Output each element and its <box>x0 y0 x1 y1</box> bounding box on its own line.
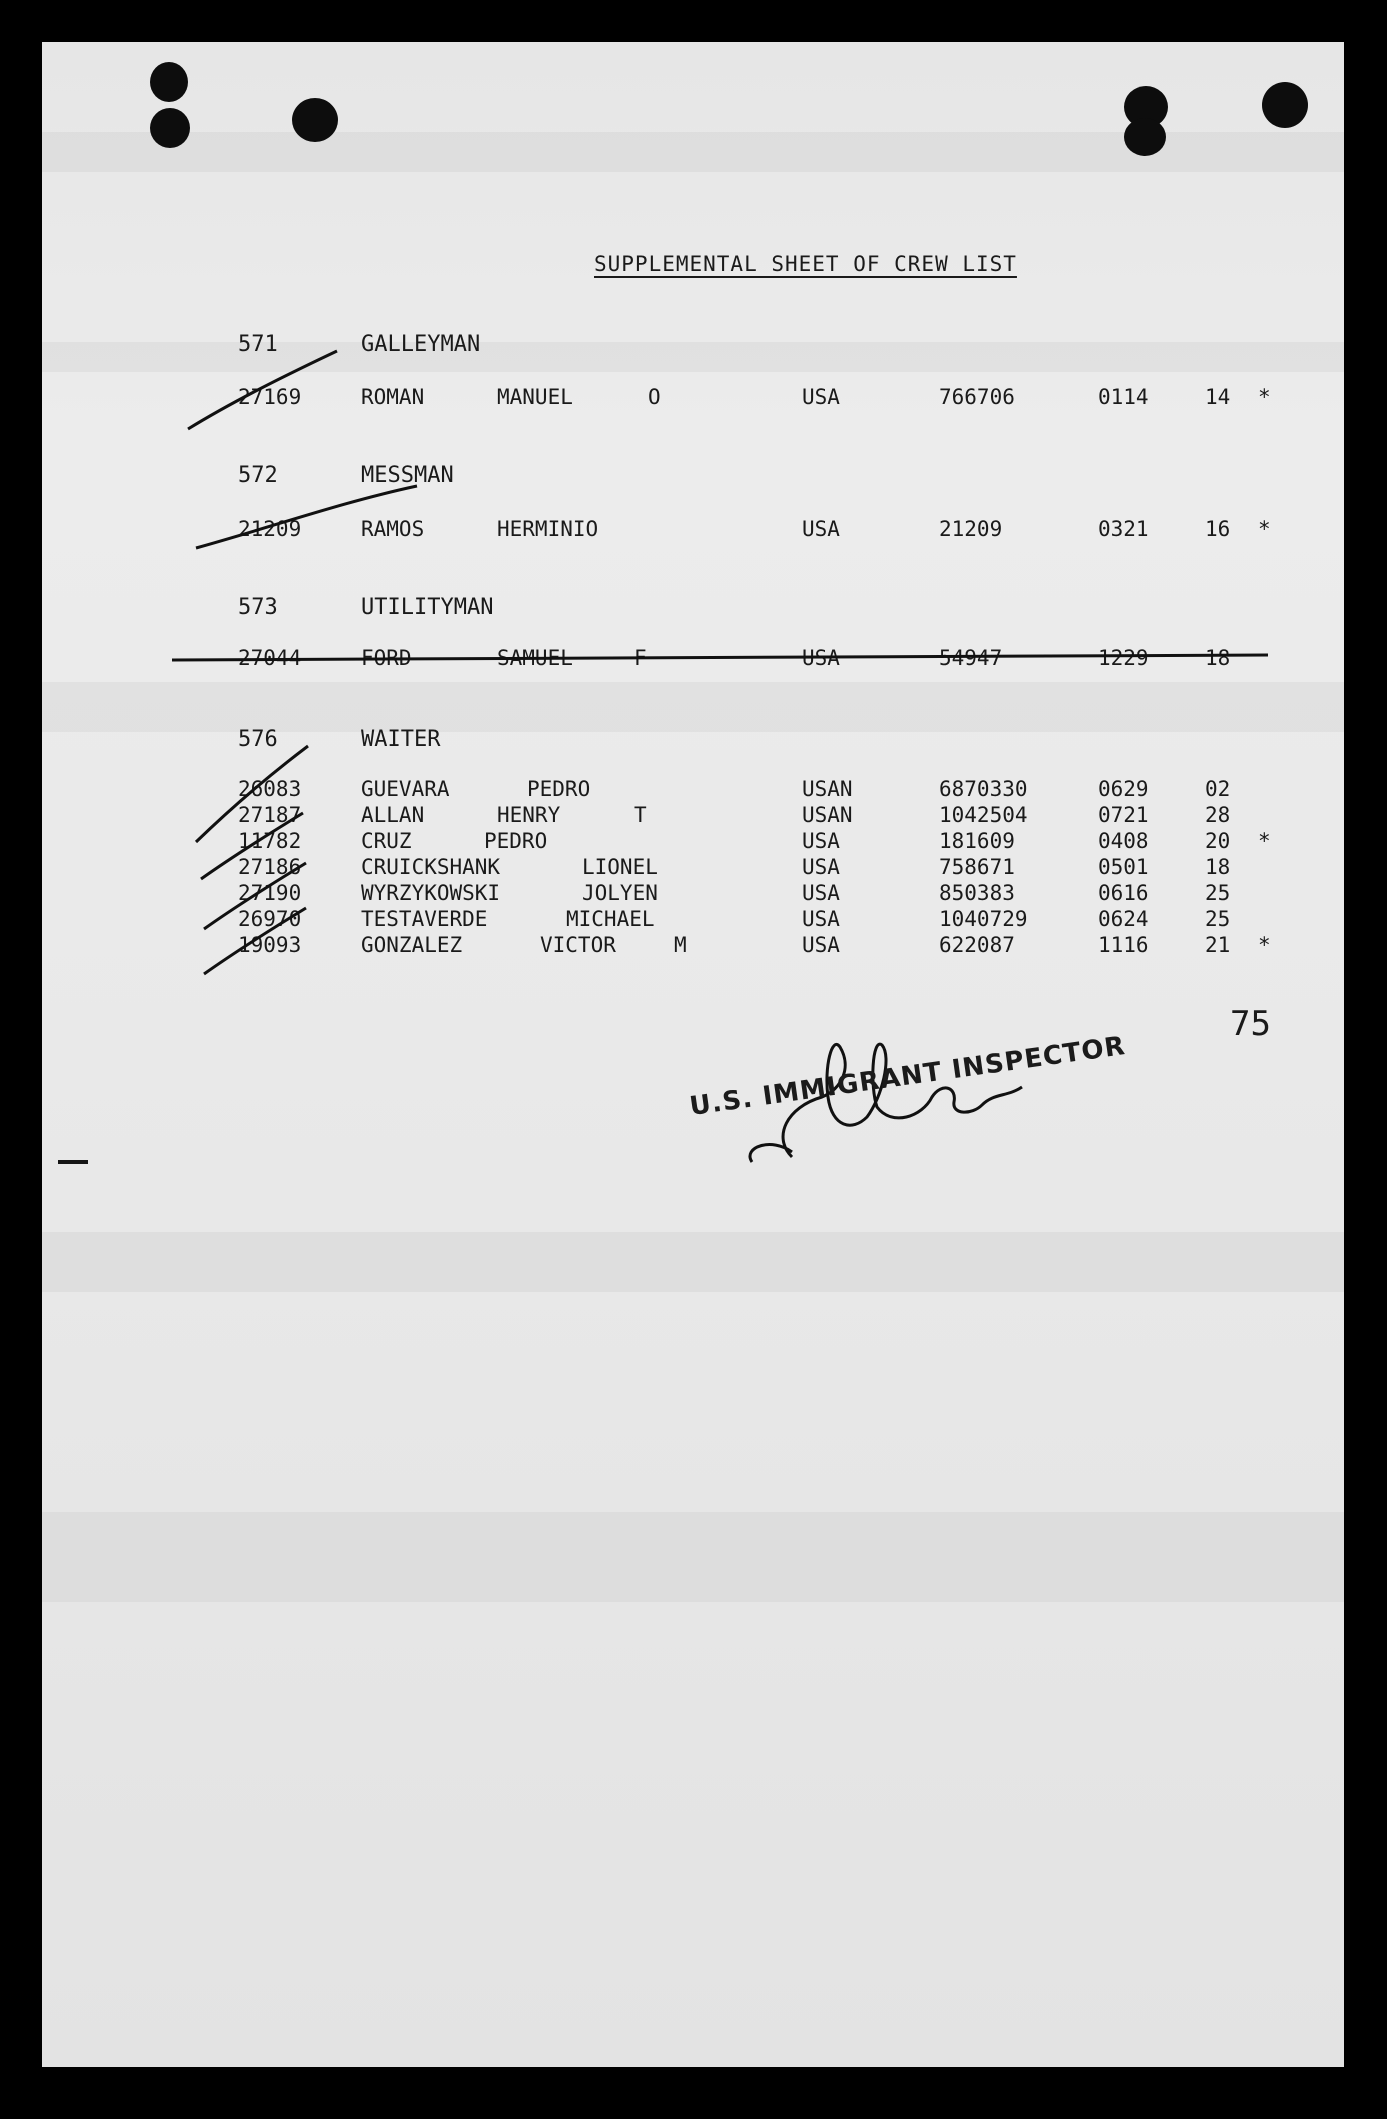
crew-date: 0616 <box>1098 881 1149 905</box>
crew-id: 11782 <box>238 829 302 853</box>
scan-streak <box>42 1232 1344 1292</box>
crew-date: 0501 <box>1098 855 1149 879</box>
crew-last-name: TESTAVERDE <box>361 907 488 931</box>
crew-nationality: USA <box>802 881 840 905</box>
crew-first-name: HERMINIO <box>497 517 599 541</box>
crew-number: 54947 <box>939 646 1003 670</box>
crew-id: 27186 <box>238 855 302 879</box>
crew-nationality: USA <box>802 933 840 957</box>
crew-id: 27044 <box>238 646 302 670</box>
section-position: MESSMAN <box>361 463 454 488</box>
crew-date: 1229 <box>1098 646 1149 670</box>
crew-number: 622087 <box>939 933 1015 957</box>
crew-age: 18 <box>1205 855 1231 879</box>
crew-last-name: ROMAN <box>361 385 425 409</box>
document-page <box>42 42 1344 2067</box>
crew-middle-initial: T <box>634 803 647 827</box>
punch-hole <box>150 62 188 102</box>
scan-streak <box>42 1512 1344 1602</box>
crew-first-name: JOLYEN <box>582 881 658 905</box>
crew-last-name: FORD <box>361 646 412 670</box>
crew-nationality: USA <box>802 855 840 879</box>
crew-age: 14 <box>1205 385 1231 409</box>
margin-mark <box>58 1160 88 1164</box>
crew-middle-initial: F <box>634 646 647 670</box>
crew-date: 0114 <box>1098 385 1149 409</box>
crew-last-name: GONZALEZ <box>361 933 463 957</box>
punch-hole <box>1124 118 1166 156</box>
crew-date: 0624 <box>1098 907 1149 931</box>
crew-number: 1040729 <box>939 907 1028 931</box>
crew-last-name: CRUZ <box>361 829 412 853</box>
crew-number: 758671 <box>939 855 1015 879</box>
crew-age: 02 <box>1205 777 1231 801</box>
crew-first-name: SAMUEL <box>497 646 573 670</box>
section-position: UTILITYMAN <box>361 595 494 620</box>
crew-id: 27190 <box>238 881 302 905</box>
crew-id: 26083 <box>238 777 302 801</box>
section-position: WAITER <box>361 727 441 752</box>
crew-date: 1116 <box>1098 933 1149 957</box>
asterisk-mark: * <box>1258 517 1271 541</box>
inspector-stamp: U.S. IMMIGRANT INSPECTOR <box>687 1031 1128 1122</box>
crew-first-name: PEDRO <box>527 777 591 801</box>
section-position: GALLEYMAN <box>361 332 481 357</box>
crew-nationality: USA <box>802 385 840 409</box>
crew-first-name: HENRY <box>497 803 561 827</box>
crew-id: 27187 <box>238 803 302 827</box>
crew-nationality: USAN <box>802 777 853 801</box>
page-number: 75 <box>1230 1004 1271 1044</box>
crew-first-name: MICHAEL <box>566 907 655 931</box>
crew-age: 25 <box>1205 881 1231 905</box>
crew-last-name: CRUICKSHANK <box>361 855 501 879</box>
crew-age: 25 <box>1205 907 1231 931</box>
crew-date: 0408 <box>1098 829 1149 853</box>
crew-middle-initial: O <box>648 385 661 409</box>
crew-number: 181609 <box>939 829 1015 853</box>
crew-number: 766706 <box>939 385 1015 409</box>
crew-date: 0629 <box>1098 777 1149 801</box>
crew-number: 850383 <box>939 881 1015 905</box>
crew-first-name: MANUEL <box>497 385 573 409</box>
punch-hole <box>150 108 190 148</box>
crew-id: 19093 <box>238 933 302 957</box>
crew-last-name: GUEVARA <box>361 777 450 801</box>
crew-middle-initial: M <box>674 933 687 957</box>
crew-nationality: USAN <box>802 803 853 827</box>
crew-age: 21 <box>1205 933 1231 957</box>
crew-number: 6870330 <box>939 777 1028 801</box>
crew-last-name: ALLAN <box>361 803 425 827</box>
section-code: 576 <box>238 727 278 752</box>
section-code: 571 <box>238 332 278 357</box>
crew-nationality: USA <box>802 517 840 541</box>
section-code: 572 <box>238 463 278 488</box>
scan-streak <box>42 682 1344 732</box>
crew-first-name: PEDRO <box>484 829 548 853</box>
crew-number: 21209 <box>939 517 1003 541</box>
crew-number: 1042504 <box>939 803 1028 827</box>
crew-first-name: LIONEL <box>582 855 658 879</box>
crew-age: 28 <box>1205 803 1231 827</box>
crew-nationality: USA <box>802 646 840 670</box>
crew-last-name: RAMOS <box>361 517 425 541</box>
crew-first-name: VICTOR <box>540 933 616 957</box>
asterisk-mark: * <box>1258 829 1271 853</box>
crew-age: 20 <box>1205 829 1231 853</box>
crew-nationality: USA <box>802 907 840 931</box>
crew-date: 0721 <box>1098 803 1149 827</box>
document-title: SUPPLEMENTAL SHEET OF CREW LIST <box>594 252 1017 276</box>
crew-age: 18 <box>1205 646 1231 670</box>
section-code: 573 <box>238 595 278 620</box>
asterisk-mark: * <box>1258 933 1271 957</box>
punch-hole <box>292 98 338 142</box>
crew-id: 27169 <box>238 385 302 409</box>
crew-last-name: WYRZYKOWSKI <box>361 881 501 905</box>
crew-date: 0321 <box>1098 517 1149 541</box>
crew-id: 26970 <box>238 907 302 931</box>
punch-hole <box>1262 82 1308 128</box>
crew-age: 16 <box>1205 517 1231 541</box>
crew-id: 21209 <box>238 517 302 541</box>
asterisk-mark: * <box>1258 385 1271 409</box>
crew-nationality: USA <box>802 829 840 853</box>
